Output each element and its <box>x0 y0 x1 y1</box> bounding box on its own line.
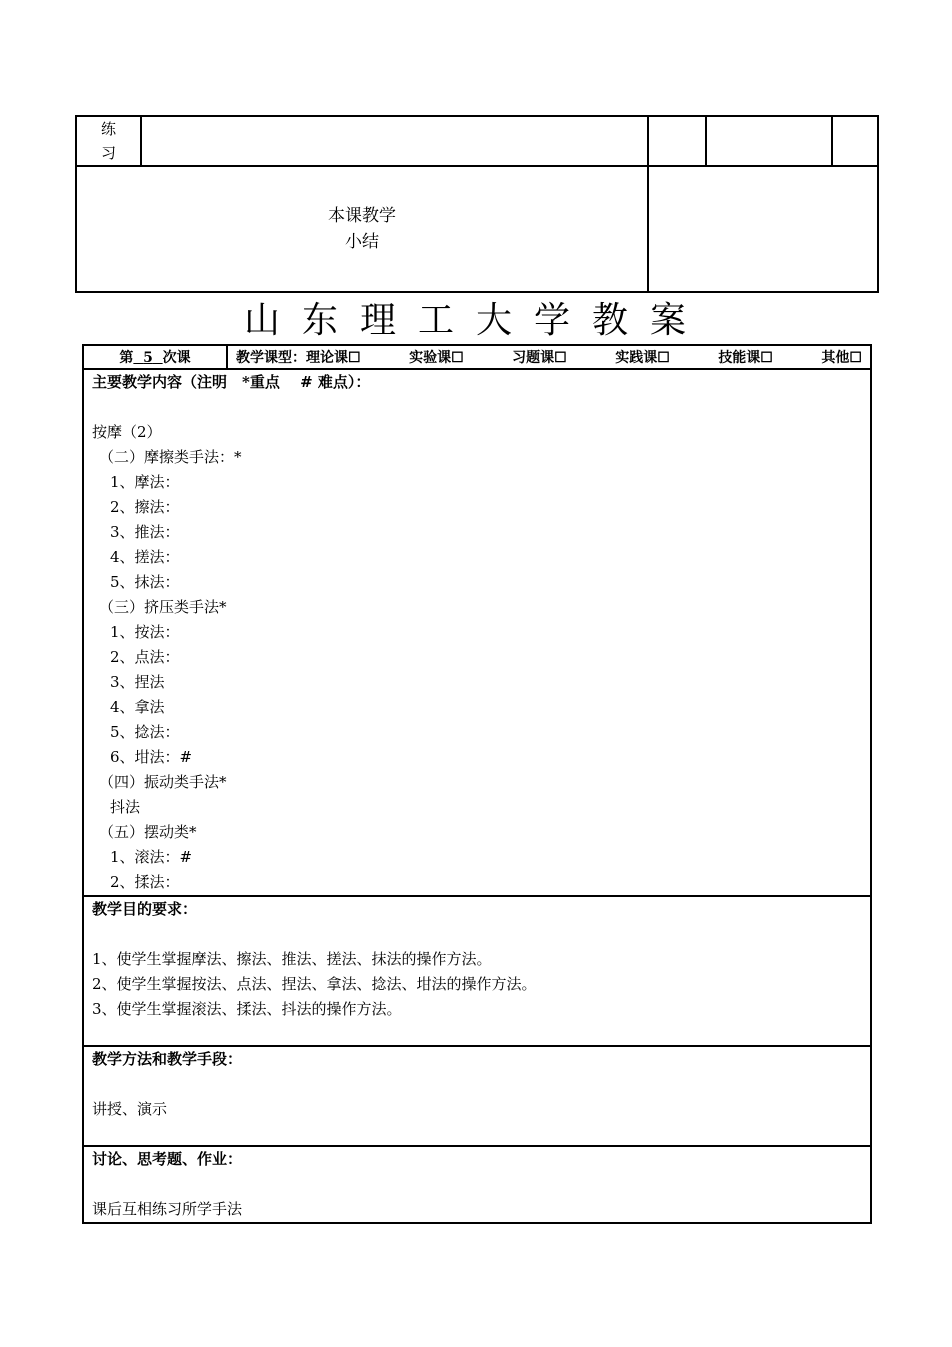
summary-label-cell <box>76 166 648 292</box>
methods-heading: 教学方法和教学手段： <box>92 1050 243 1068</box>
content-line: （三）挤压类手法* <box>99 598 227 616</box>
content-line: 4、搓法： <box>110 548 180 566</box>
homework-cell <box>83 1146 871 1223</box>
content-line: 1、摩法： <box>110 473 180 491</box>
main-content-cell <box>83 369 871 896</box>
objectives-cell <box>83 896 871 1046</box>
lesson-number-cell <box>83 345 227 369</box>
objective-item: 2、使学生掌握按法、点法、捏法、拿法、捻法、坩法的操作方法。 <box>92 975 537 993</box>
lesson-type-cell <box>227 345 871 369</box>
content-line: 1、滚法：# <box>110 848 193 866</box>
content-line: 2、揉法： <box>110 873 180 891</box>
content-line: 2、点法： <box>110 648 180 666</box>
content-line: 3、捏法 <box>110 673 165 691</box>
content-line: 1、按法： <box>110 623 180 641</box>
objective-item: 1、使学生掌握摩法、擦法、推法、搓法、抹法的操作方法。 <box>92 950 492 968</box>
methods-cell <box>83 1046 871 1146</box>
content-line: 5、捻法： <box>110 723 180 741</box>
type-other: 其他☐ <box>821 350 862 366</box>
type-skill: 技能课☐ <box>718 350 773 366</box>
practice-cell-c <box>832 116 878 166</box>
content-line: 6、坩法：# <box>110 748 193 766</box>
homework-heading: 讨论、思考题、作业： <box>92 1150 243 1168</box>
homework-text: 课后互相练习所学手法 <box>92 1200 243 1218</box>
practice-cell-b <box>706 116 832 166</box>
content-line: 2、擦法： <box>110 498 180 516</box>
content-line: （五）摆动类* <box>99 823 197 841</box>
objective-item: 3、使学生掌握滚法、揉法、抖法的操作方法。 <box>92 1000 402 1018</box>
type-lab: 实验课☐ <box>409 350 464 366</box>
content-line: 4、拿法 <box>110 698 165 716</box>
practice-content-cell <box>141 116 648 166</box>
content-line: 按摩（2） <box>92 423 162 441</box>
lesson-number: 5 <box>143 350 153 366</box>
content-line: 抖法 <box>110 798 141 816</box>
lesson-type-label: 教学课型： <box>236 350 306 366</box>
practice-label-cell <box>76 116 141 166</box>
content-line: 3、推法： <box>110 523 180 541</box>
summary-label-1: 本课教学 <box>328 206 396 226</box>
content-line: 5、抹法： <box>110 573 180 591</box>
lesson-plan-table <box>82 344 872 1224</box>
lesson-prefix: 第 <box>119 350 134 366</box>
objectives-heading: 教学目的要求： <box>92 900 198 918</box>
content-line: （四）振动类手法* <box>99 773 227 791</box>
methods-text: 讲授、演示 <box>92 1100 168 1118</box>
type-theory: 理论课☐ <box>306 350 361 366</box>
summary-content-cell <box>648 166 878 292</box>
main-content-heading: 主要教学内容（注明 *重点 # 难点）： <box>92 373 371 391</box>
practice-cell-a <box>648 116 706 166</box>
lesson-suffix: 次课 <box>162 350 191 366</box>
document-title: 山东理工大学教案 <box>243 300 708 341</box>
type-practice: 实践课☐ <box>615 350 670 366</box>
content-line: （二）摩擦类手法：* <box>99 448 242 466</box>
practice-label-1: 练 <box>100 120 116 138</box>
previous-lesson-table <box>75 115 879 293</box>
type-exercise: 习题课☐ <box>512 350 567 366</box>
main-content-list <box>92 420 862 895</box>
summary-label-2: 小结 <box>345 232 379 252</box>
practice-label-2: 习 <box>100 144 116 162</box>
